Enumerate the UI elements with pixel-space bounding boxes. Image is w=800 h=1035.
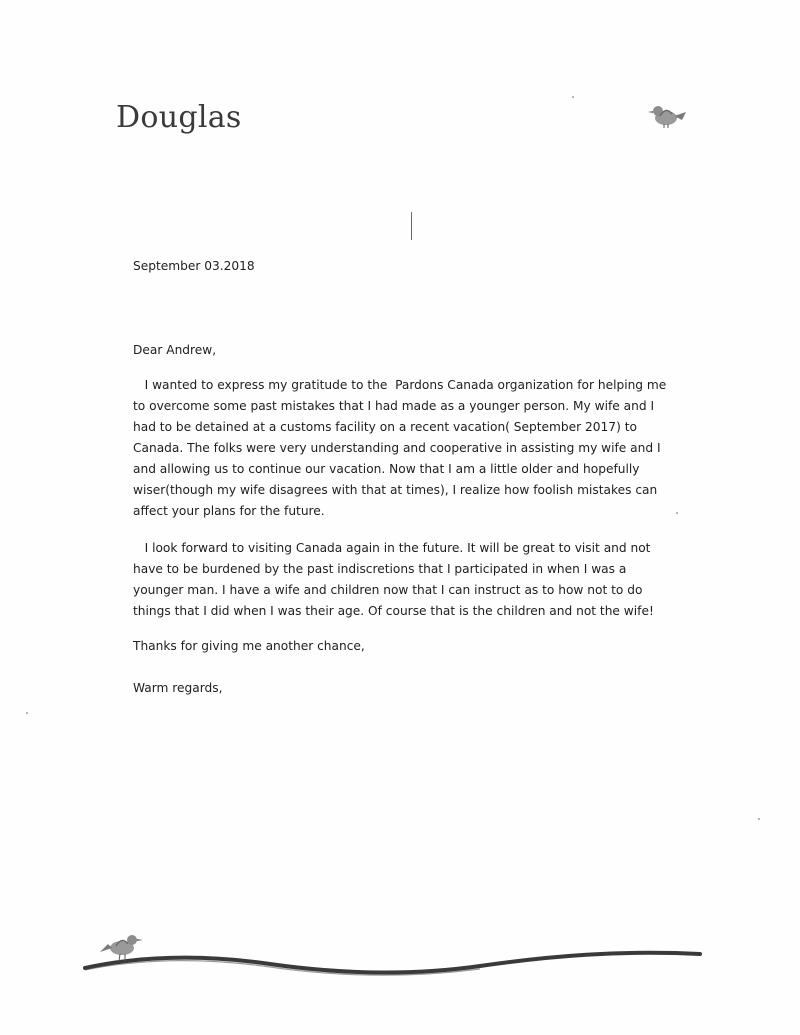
letter-thanks: Thanks for giving me another chance, bbox=[133, 639, 365, 653]
letter-closing: Warm regards, bbox=[133, 681, 223, 695]
footer-bird bbox=[100, 935, 143, 961]
paragraph-line: I look forward to visiting Canada again in the future. It will be great to visit and not bbox=[133, 541, 651, 555]
paragraph-line: to overcome some past mistakes that I had made as a younger person. My wife and I bbox=[133, 399, 655, 413]
paragraph-line: wiser(though my wife disagrees with that at times), I realize how foolish mistakes can bbox=[133, 483, 658, 497]
bird-icon bbox=[646, 100, 688, 130]
scan-mark bbox=[411, 212, 412, 240]
scan-speck bbox=[572, 96, 574, 98]
letter-paragraph-2 bbox=[133, 538, 654, 622]
letterhead-name: Douglas bbox=[116, 100, 242, 135]
paragraph-line: and allowing us to continue our vacation. Now that I am a little older and hopefully bbox=[133, 462, 640, 476]
letter-paragraph-1 bbox=[133, 375, 666, 522]
scan-speck bbox=[26, 712, 28, 714]
letter-salutation: Dear Andrew, bbox=[133, 343, 217, 357]
paragraph-line: affect your plans for the future. bbox=[133, 504, 325, 518]
paragraph-line: have to be burdened by the past indiscretions that I participated in when I was a bbox=[133, 562, 627, 576]
scan-speck bbox=[676, 512, 678, 514]
paragraph-line: younger man. I have a wife and children now that I can instruct as to how not to do bbox=[133, 583, 643, 597]
paragraph-line: things that I did when I was their age. Of course that is the children and not the wife! bbox=[133, 604, 654, 618]
paragraph-line: had to be detained at a customs facility on a recent vacation( September 2017) to bbox=[133, 420, 637, 434]
bird-on-wave-icon bbox=[80, 920, 710, 980]
scan-speck bbox=[758, 818, 760, 820]
paragraph-line: I wanted to express my gratitude to the Pardons Canada organization for helping me bbox=[133, 378, 667, 392]
letter-date: September 03.2018 bbox=[133, 259, 255, 273]
paragraph-line: Canada. The folks were very understanding and cooperative in assisting my wife and I bbox=[133, 441, 661, 455]
